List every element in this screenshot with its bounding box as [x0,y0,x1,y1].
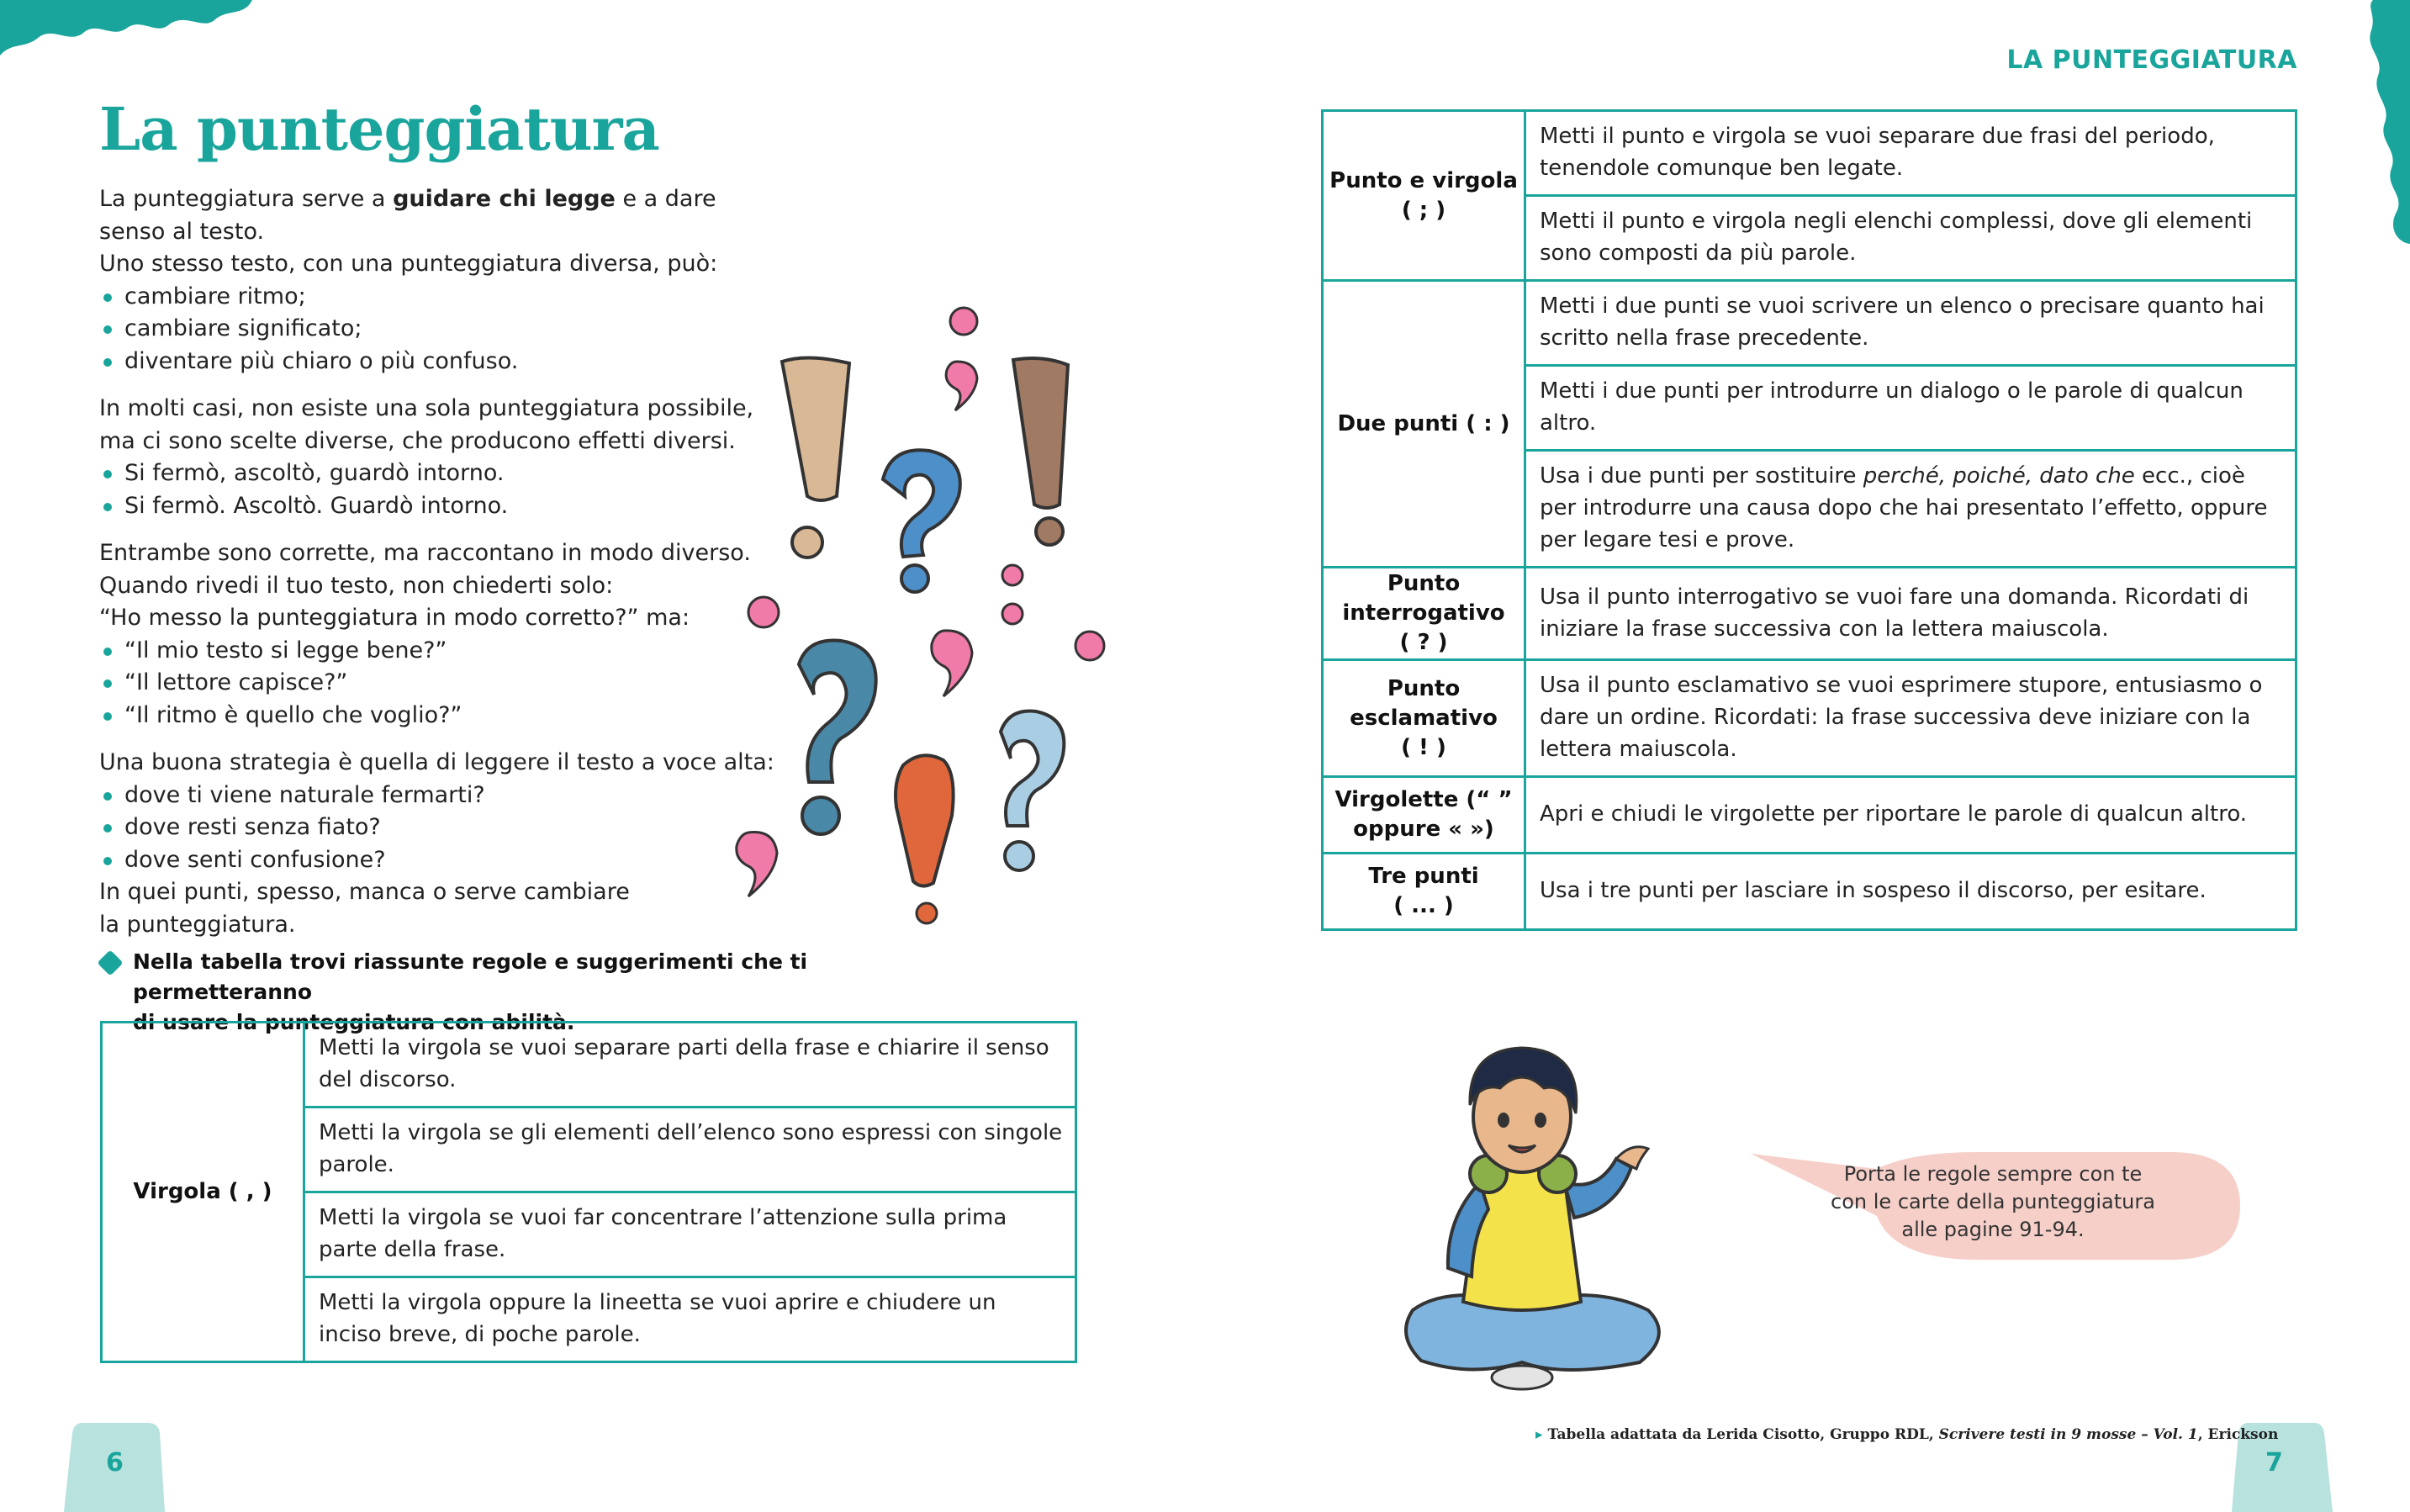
intro-line-1: La punteggiatura serve a guidare chi legge e a dare senso al testo. [99,186,716,245]
tre-punti-label: Tre punti ( ... ) [1323,854,1525,930]
table-row [1323,281,2296,366]
table-credit: ▸ Tabella adattata da Lerida Cisotto, Gruppo RDL, Scrivere testi in 9 mosse – Vol. 1, Erickson [1535,1426,2279,1443]
list-item: “Il ritmo è quello che voglio?” [99,700,789,732]
rule-cell: Usa i due punti per sostituire perché, poiché, dato che ecc., cioè per introdurre una causa dopo che hai presentato l’effetto, oppure per legare tesi e prove. [1525,451,2296,568]
running-head: LA PUNTEGGIATURA [2006,45,2297,75]
list-item: dove resti senza fiato? [99,812,789,844]
rule-cell: Metti la virgola se vuoi far concentrare l’attenzione sulla prima parte della frase. [304,1192,1076,1277]
list-item: cambiare ritmo; [99,281,789,314]
punto-virgola-label: Punto e virgola ( ; ) [1323,111,1525,281]
page-number-left: 6 [106,1448,124,1478]
table-row [1323,854,2296,930]
list-item: dove ti viene naturale fermarti? [99,780,789,812]
virgola-rules-table [100,1021,1077,1363]
virgolette-label: Virgolette (“ ” oppure « ») [1323,777,1525,854]
intro-text [99,183,789,941]
punctuation-rules-table [1321,109,2297,931]
rule-cell: Metti il punto e virgola negli elenchi complessi, dove gli elementi sono composti da più parole. [1525,196,2296,281]
speech-bubble-text: Porta le regole sempre con te con le carte della punteggiatura alle pagine 91-94. [1831,1162,2155,1241]
list-item: Si fermò, ascoltò, guardò intorno. [99,457,789,490]
punctuation-marks-illustration [723,294,1118,933]
kid-character-illustration [1396,1033,1715,1403]
rule-cell: Metti i due punti se vuoi scrivere un elenco o precisare quanto hai scritto nella frase precedente. [1525,281,2296,366]
top-left-wave-decoration [0,0,269,67]
para4-line-1: Una buona strategia è quella di leggere il testo a voce alta: [99,749,774,775]
triangle-bullet-icon: ▸ [1535,1426,1543,1443]
para4-closing-1: In quei punti, spesso, manca o serve cambiare [99,879,630,905]
table-row [1323,660,2296,777]
interrogativo-label: Punto interrogativo ( ? ) [1323,568,1525,660]
rule-cell: Metti i due punti per introdurre un dialogo o le parole di qualcun altro. [1525,366,2296,451]
rule-cell: Metti il punto e virgola se vuoi separare due frasi del periodo, tenendole comunque ben legate. [1525,111,2296,196]
table-row [1323,777,2296,854]
para2-line-1: In molti casi, non esiste una sola punteggiatura possibile, [99,395,754,421]
list-item: cambiare significato; [99,313,789,346]
intro-line-2: Uno stesso testo, con una punteggiatura diversa, può: [99,251,718,277]
rule-cell: Metti la virgola se gli elementi dell’elenco sono espressi con singole parole. [304,1108,1076,1192]
strategy-list [99,780,789,877]
due-punti-label: Due punti ( : ) [1323,281,1525,568]
list-item: dove senti confusione? [99,844,789,877]
para2-line-2: ma ci sono scelte diverse, che producono effetti diversi. [99,427,736,454]
list-item: “Il lettore capisce?” [99,667,789,700]
top-right-wave-decoration [2329,0,2410,252]
esclamativo-label: Punto esclamativo ( ! ) [1323,660,1525,777]
intro-list [99,281,789,378]
note-line-2: di usare la punteggiatura con abilità. [133,1010,575,1034]
page-title: La punteggiatura [99,94,659,164]
rule-cell: Apri e chiudi le virgolette per riportare le parole di qualcun altro. [1525,777,2296,854]
rule-cell: Metti la virgola oppure la lineetta se vuoi aprire e chiudere un inciso breve, di poche parole. [304,1277,1076,1362]
list-item: Si fermò. Ascoltò. Guardò intorno. [99,490,789,523]
rule-cell: Usa il punto interrogativo se vuoi fare una domanda. Ricordati di iniziare la frase successiva con la lettera maiuscola. [1525,568,2296,660]
table-row [1323,111,2296,196]
para3-line-1: Entrambe sono corrette, ma raccontano in modo diverso. [99,540,751,566]
rule-cell: Usa i tre punti per lasciare in sospeso il discorso, per esitare. [1525,854,2296,930]
para4-closing-2: la punteggiatura. [99,911,296,938]
para3-line-2: Quando rivedi il tuo testo, non chiederti solo: [99,572,614,599]
list-item: diventare più chiaro o più confuso. [99,346,789,378]
note-line-1: Nella tabella trovi riassunte regole e suggerimenti che ti permetteranno [133,949,808,1004]
virgola-label: Virgola ( , ) [102,1023,304,1362]
rule-cell: Metti la virgola se vuoi separare parti della frase e chiarire il senso del discorso. [304,1023,1076,1108]
page-number-right: 7 [2265,1448,2283,1478]
rule-cell: Usa il punto esclamativo se vuoi esprimere stupore, entusiasmo o dare un ordine. Ricordati: la frase successiva deve iniziare con la lettera maiuscola. [1525,660,2296,777]
example-list [99,457,789,522]
list-item: “Il mio testo si legge bene?” [99,635,789,668]
question-list [99,635,789,732]
table-row [102,1023,1076,1108]
para3-line-3: “Ho messo la punteggiatura in modo corretto?” ma: [99,605,690,631]
table-row [1323,568,2296,660]
